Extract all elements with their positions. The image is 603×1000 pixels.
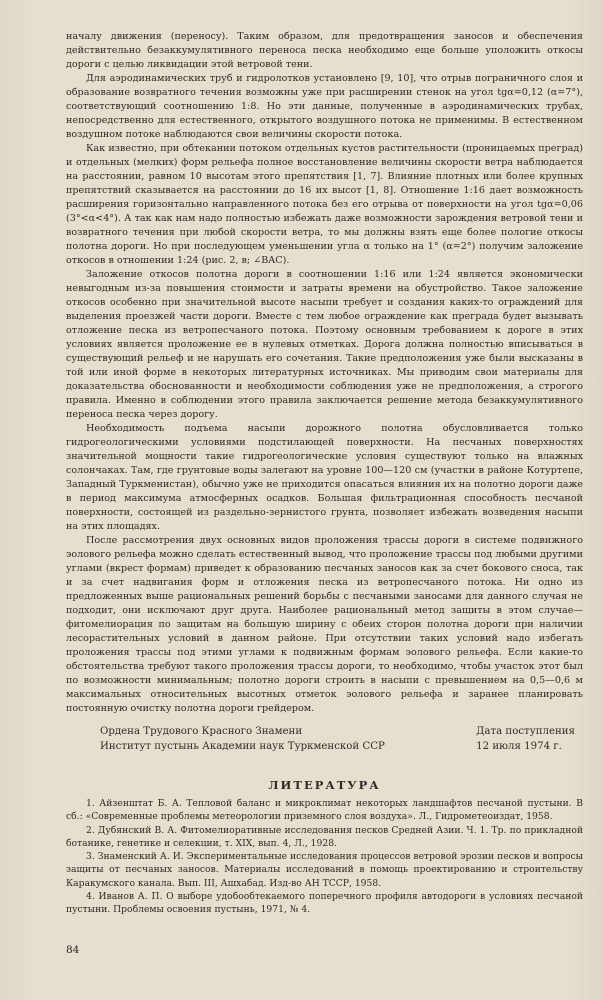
received-date: 12 июля 1974 г. xyxy=(476,740,562,752)
reference-item: 2. Дубянский В. А. Фитомелиоративные исследования песков Средней Азии. Ч. 1. Тр. по прикладной ботанике, генетике и селекции, т. XIX, вып. 4, Л., 1928. xyxy=(66,824,583,849)
page-number: 84 xyxy=(66,944,80,956)
reference-item: 4. Иванов А. П. О выборе удобообтекаемого поперечного профиля автодороги в условиях песчаной пустыни. Проблемы освоения пустынь, 1971, № 4. xyxy=(66,891,583,916)
received-date-block xyxy=(476,725,583,754)
received-label: Дата поступления xyxy=(476,726,575,737)
institution xyxy=(66,725,385,754)
paragraph: Для аэродинамических труб и гидролотков установлено [9, 10], что отрыв пограничного слоя и образование возвратного течения возможны уже при расширении стенок на угол tgα=0,12 (α=7°), соответствующий соотношению 1:8. Но эти данные, полученные в аэродинамических трубах, непосредственно для естественного, открытого воздушного потока не применимы. В естественном воздушном потоке наблюдаются свои величины скорости потока. xyxy=(66,73,583,140)
paragraph: Необходимость подъема насыпи дорожного полотна обусловливается только гидрогеологическими условиями подстилающей поверхности. На песчаных поверхностях значительной мощности такие гидрогеологические условия существуют только на влажных солончаках. Там, где грунтовые воды залегают на уровне 100—120 см (участки в районе Котуртепе, Западный Туркменистан), обычно уже не приходится опасаться влияния их на полотно дороги даже в период максимума атмосферных осадков. Большая фильтрационная способность песчаной поверхности, состоящей из раздельно-зернистого грунта, позволяет избежать возведения насыпи на этих площадях. xyxy=(66,423,583,532)
reference-list xyxy=(66,797,583,917)
body-text xyxy=(66,30,583,716)
institution-line-1: Ордена Трудового Красного Знамени xyxy=(100,726,303,737)
reference-item: 1. Айзенштат Б. А. Тепловой баланс и микроклимат некоторых ландшафтов песчаной пустыни. В сб.: «Современные проблемы метеорологии приземного слоя воздуха». Л., Гидрометеоиздат, 1958. xyxy=(66,798,583,823)
paragraph: началу движения (переносу). Таким образом, для предотвращения заносов и обеспечения действительно безаккумулятивного переноса песка необходимо еще больше уположить откосы дороги с целью ликвидации этой ветровой тени. xyxy=(66,31,583,70)
affiliation-block xyxy=(66,725,583,754)
paragraph: Как известно, при обтекании потоком отдельных кустов растительности (проницаемых преград) и отдельных (мелких) форм рельефа полное восстановление величины скорости ветра наблюдается на расстоянии, равном 10 высотам этого препятствия [1, 7]. Влияние плотных или более крупных препятствий сказывается на расстоянии до 16 их высот [1, 8]. Отношение 1:16 дает возможность расширения горизонтально направленного потока без его отрыва от поверхности на угол tgα=0,06 (3°<α<4°). А так как нам надо полностью избежать даже возможности зарождения ветровой тени и возвратного течения при любой скорости ветра, то мы должны взять еще более пологие откосы полотна дороги. Но при последующем уменьшении угла α только на 1° (α=2°) получим заложение откосов в отношении 1:24 (рис. 2, в; ∠BAC). xyxy=(66,143,583,266)
institution-line-2: Институт пустынь Академии наук Туркменской ССР xyxy=(100,740,385,752)
paragraph: Заложение откосов полотна дороги в соотношении 1:16 или 1:24 является экономически невыгодным из-за повышения стоимости и затраты времени на обустройство. Такое заложение откосов особенно при значительной высоте насыпи требует и создания каких-то ограждений для выделения проезжей части дороги. Вместе с тем любое ограждение как преграда будет вызывать отложение песка из ветропесчаного потока. Поэтому основным требованием к дороге в этих условиях является проложение ее в нулевых отметках. Дорога должна полностью вписываться в существующий рельеф и не нарушать его сочетания. Такие предположения уже были высказаны в той или иной форме в некоторых литературных источниках. Мы приводим свои материалы для доказательства обоснованности и необходимости соблюдения уже не предположения, а строгого правила. Именно в соблюдении этого правила заключается решение метода безаккумулятивного переноса песка через дорогу. xyxy=(66,269,583,420)
reference-item: 3. Знаменский А. И. Экспериментальные исследования процессов ветровой эрозии песков и вопросы защиты от песчаных заносов. Материалы исследований в помощь проектированию и строительству Каракумского канала. Вып. III, Ашхабад. Изд-во АН ТССР, 1958. xyxy=(66,851,583,889)
literature-heading: ЛИТЕРАТУРА xyxy=(268,778,381,792)
paragraph: После рассмотрения двух основных видов проложения трассы дороги в системе подвижного эолового рельефа можно сделать естественный вывод, что проложение трассы под любыми другими углами (вкрест формам) приведет к образованию песчаных заносов как за счет бокового сноса, так и за счет надвигания форм и отложения песка из ветропесчаного потока. Ни одно из предложенных выше рациональных решений борьбы с песчаными заносами для данного случая не подходит, они исключают друг друга. Наиболее рациональный метод защиты в этом случае—фитомелиорация по защитам на большую ширину с обеих сторон полотна дороги при наличии лесорастительных условий в данном районе. При отсутствии таких условий надо избегать проложения трассы под этими углами к подвижным формам эолового рельефа. Если какие-то обстоятельства требуют такого проложения трассы дороги, то необходимо, чтобы участок этот был по возможности минимальным; полотно дороги строить в насыпи с превышением на 0,5—0,6 м максимальных относительных высотных отметок эолового рельефа и заранее планировать постоянную очистку полотна дороги грейдером. xyxy=(66,535,583,714)
